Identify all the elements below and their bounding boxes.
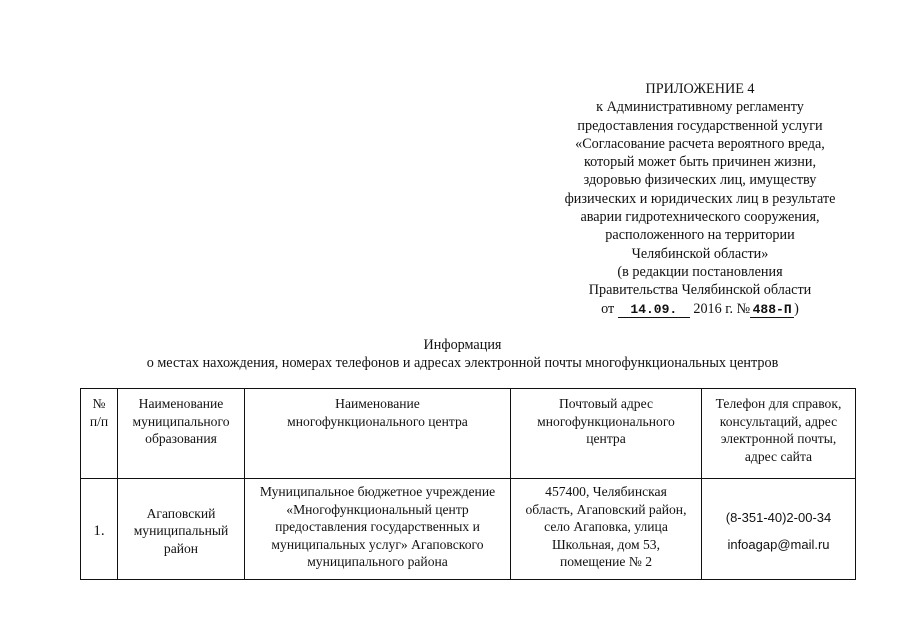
mfc-table [80, 388, 856, 580]
appendix-line: расположенного на территории [605, 227, 795, 244]
info-subtitle: о местах нахождения, номерах телефонов и адресах электронной почты многофункциональных центров [146, 355, 779, 371]
appendix-title: ПРИЛОЖЕНИЕ 4 [645, 81, 755, 97]
row-municipality: Агаповский муниципальный район [118, 479, 245, 580]
appendix-line: который может быть причинен жизни, [583, 154, 817, 171]
appendix-line: физических и юридических лиц в результате [564, 190, 836, 207]
signature-year: 2016 г. № [693, 300, 751, 317]
header-number: № п/п [81, 389, 118, 479]
appendix-block [535, 80, 865, 318]
signature-suffix: ) [794, 300, 799, 317]
email-address: infoagap@mail.ru [727, 537, 830, 552]
appendix-line: «Согласование расчета вероятного вреда, [575, 135, 825, 152]
number-field [750, 302, 794, 318]
header-municipality: Наименование муниципального образования [118, 389, 245, 479]
signature-prefix: от [601, 300, 615, 317]
appendix-line: здоровью физических лиц, имуществу [583, 172, 817, 189]
header-postal-address: Почтовый адрес многофункционального центра [511, 389, 702, 479]
header-center-name: Наименование многофункционального центра [245, 389, 511, 479]
appendix-line: к Административному регламенту [596, 99, 804, 116]
appendix-line: аварии гидротехнического сооружения, [580, 209, 820, 226]
row-number: 1. [81, 479, 118, 580]
row-center-name: Муниципальное бюджетное учреждение «Многофункциональный центр предоставления государственных и муниципальных услуг» Агаповского муниципального района [245, 479, 511, 580]
appendix-line: Правительства Челябинской области [588, 282, 812, 299]
row-contacts [702, 479, 856, 580]
info-title: Информация [423, 337, 502, 353]
handwritten-date: 14.09. [630, 301, 678, 317]
date-field [618, 302, 690, 318]
info-heading [80, 336, 845, 372]
appendix-line: предоставления государственной услуги [577, 117, 823, 134]
row-postal-address: 457400, Челябинская область, Агаповский район, село Агаповка, улица Школьная, дом 53, помещение № 2 [511, 479, 702, 580]
handwritten-number: 488-П [752, 301, 792, 317]
signature-line [535, 300, 865, 318]
table-row [81, 479, 856, 580]
header-contacts: Телефон для справок, консультаций, адрес электронной почты, адрес сайта [702, 389, 856, 479]
appendix-line: Челябинской области» [631, 245, 769, 262]
phone-number: (8-351-40)2-00-34 [725, 509, 832, 525]
appendix-line: (в редакции постановления [617, 263, 783, 280]
table-header-row [81, 389, 856, 479]
